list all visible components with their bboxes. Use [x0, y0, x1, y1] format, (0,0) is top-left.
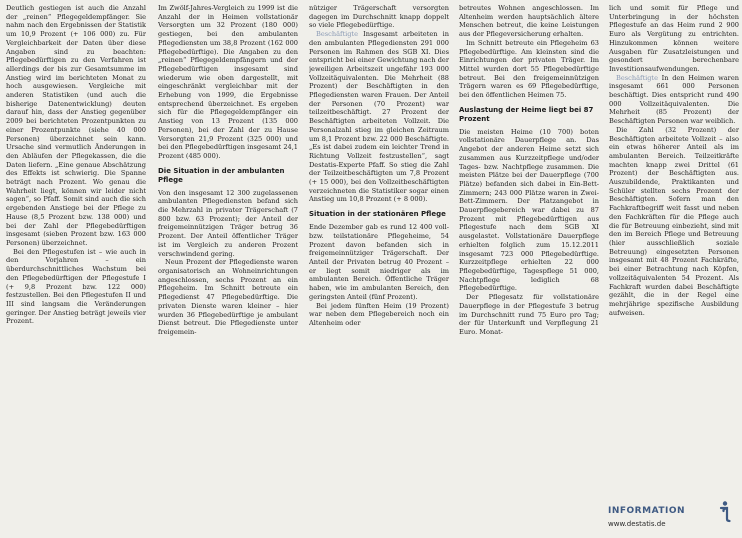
- paragraph-lead: Beschäftigte: [316, 30, 358, 39]
- info-box: [608, 500, 738, 534]
- paragraph: Ende Dezember gab es rund 12 400 voll- bzw. teilstationäre Pflegeheime, 54 Prozent davon befanden sich in freigemeinnütziger Trägerschaft. Der Anteil der Privaten betrug 40 Prozent – er liegt somit niedriger als im ambulanten Bereich. Öffentliche Träger haben, wie im ambulanten Bereich, den geringsten Anteil (fünf Prozent).: [309, 223, 449, 301]
- paragraph: Die meisten Heime (10 700) boten vollstationäre Dauerpflege an. Das Angebot der anderen Heime setzt sich zusammen aus Kurzzeitpflege und/oder Tages- bzw. Nachtpflege zusammen. Die meisten Plätze bei der Dauerpflege (700 Plätze) befanden sich dabei in Ein-Bett-Zimmern; 243 000 Plätze waren in Zwei-Bett-Zimmern. Der Platzangebot in Dauerpflegebereich war dabei zu 87 Prozent mit Pflegebedürftigen aus Pflegestufe nach dem SGB XI ausgelastet. Vollstationäre Dauerpflege erhielten folglich zum 15.12.2011 insgesamt 723 000 Pflegebedürftige. Kurzzeitpflege erhielten 22 000 Pflegebedürftige, Tagespflege 51 000, Nachtpflege lediglich 68 Pflegebedürftige.: [459, 127, 599, 293]
- paragraph: [609, 74, 739, 126]
- article-column-4: [459, 4, 599, 534]
- section-heading: Die Situation in der ambulanten Pflege: [158, 166, 285, 184]
- paragraph: Im Zwölf-Jahres-Vergleich zu 1999 ist die Anzahl der in Heimen vollstationär Versorgten um 32 Prozent (180 000) gestiegen, bei den ambulanten Pflegediensten um 38,8 Prozent (162 000 Pflegebedürftige). Die Angaben zu den „reinen“ Pflegegeldempfängern und der Pflegebedürftigen insgesamt sind wiederum wie oben dargestellt, mit eingeschränkt vergleichbar mit der Erhebung von 1999, die Ergebnisse entsprechend überzeichnet. Es ergeben sich für die Pflegegeldempfänger ein Anstieg von 13 Prozent (135 000 Personen), bei der Zahl der zu Hause Versorgten 21,9 Prozent (325 000) und bei den Pflegebedürftigen insgesamt 24,1 Prozent (485 000).: [158, 4, 298, 160]
- paragraph: Bei den Pflegestufen ist – wie auch in den Vorjahren – ein überdurchschnittliches Wachstum bei den Pflegebedürftigen der Pflegestufe I (+ 9,8 Prozent bzw. 122 000) festzustellen. Bei den Pflegestufen II und III sind langsam die Veränderungen geringer. Der Anstieg beträgt jeweils vier Prozent.: [6, 247, 146, 326]
- paragraph: Deutlich gestiegen ist auch die Anzahl der „reinen“ Pflegegeldempfänger. Sie nahm nach den Ergebnissen der Statistik um 10,9 Prozent (+ 106 000) zu. Für Vergleichbarkeit der Daten über diese Angaben sind zu beachten: Pflegebedürftigen zu den Verfahren ist allerdings der bis zur Gesamtsumme im Anstieg wird im berichteten Monat zu hoch ausgewiesen. Vergleiche mit anderen Statistiken (und auch die bisherige Datenentwicklung) deuten darauf hin, dass der Anstieg gegenüber 2009 bei berichteten Prozentpunkten zu einer Prozentpunkte (siehe 40 000 Personen) überzeichnet sein kann. Ursache sind vermutlich Änderungen in den Abläufen der Pflegekassen, die die Daten liefern. „Eine genaue Abschätzung des Effekts ist schwierig. Die Spanne beträgt nach Prozent. Wo genau die Wahrheit liegt, können wir leider nicht sagen“, so Pfaff. Somit sind auch die sich ergebenden Anstiege bei der Pflege zu Hause (8,5 Prozent bzw. 138 000) und bei der Zahl der Pflegebedürftigen insgesamt (sieben Prozent bzw. 163 000 Personen) überzeichnet.: [6, 4, 146, 247]
- paragraph-body: In den Heimen waren insgesamt 661 000 Personen beschäftigt. Dies entspricht rund 490 000 Vollzeitäquivalenten. Die Mehrheit (85 Prozent) der Beschäftigten Personen war weiblich.: [609, 73, 739, 126]
- paragraph: Bei jedem fünften Heim (19 Prozent) war neben dem Pflegebereich noch ein Altenheim oder: [309, 301, 449, 327]
- article-column-3: [309, 4, 449, 534]
- paragraph-body: Insgesamt arbeiteten in den ambulanten Pflegediensten 291 000 Personen im Rahmen des SGB XI. Dies entspricht bei einer Gewichtung nach der jeweiligen Arbeitszeit ungefähr 193 000 Vollzeitäquivalenten. Die Mehrheit (88 Prozent) der Beschäftigten in den Pflegediensten waren Frauen. Der Anteil der Personen (70 Prozent) war teilzeitbeschäftigt. 27 Prozent der Beschäftigten arbeiteten Vollzeit. Die Personalzahl stieg im gleichen Zeitraum um 8,1 Prozent bzw. 22 000 Beschäftigte. „Es ist dabei zudem ein leichter Trend in Richtung Vollzeit festzustellen“, sagt Destatis-Experte Pfaff. So stieg die Zahl der Teilzeitbeschäftigten um 7,8 Prozent (+ 15 000), bei den Vollzeitbeschäftigten verzeichneten die Statistiker sogar einen Anstieg um 10,8 Prozent (+ 8 000).: [309, 30, 449, 204]
- section-heading: Situation in der stationären Pflege: [309, 210, 446, 219]
- article-column-2: [158, 4, 298, 534]
- section-heading: Auslastung der Heime liegt bei 87 Prozent: [459, 105, 594, 123]
- info-i-icon: [714, 500, 736, 524]
- paragraph: Der Pflegesatz für vollstationäre Dauerpflege in der Pflegestufe 3 betrug im Durchschnitt rund 75 Euro pro Tag; der für Unterkunft und Verpflegung 21 Euro. Monat-: [459, 293, 599, 336]
- paragraph: Von den insgesamt 12 300 zugelassenen ambulanten Pflegediensten befand sich die Mehrzahl in privater Trägerschaft (7 800 bzw. 63 Prozent); der Anteil der freigemeinnützigen Träger betrug 36 Prozent. Der Anteil öffentlicher Träger ist im Vergleich zu anderen Prozent verschwindend gering.: [158, 188, 298, 258]
- paragraph: Die Zahl (32 Prozent) der Beschäftigten arbeitete Vollzeit – also ein etwas höherer Anteil als im ambulanten Bereich. Teilzeitkräfte machten knapp zwei Drittel (61 Prozent) der Beschäftigten aus. Auszubildende, Praktikanten und Schüler stellten sechs Prozent der Beschäftigten. Sofern man den Fachkraftbegriff weit fasst und neben den Fachkräften für die Pflege auch die für Betreuung einbezieht, sind mit den im Bereich Pflege und Betreuung (hier ausschließlich soziale Betreuung) eingesetzten Personen insgesamt mit 48 Prozent Fachkräfte, bei einer Betrachtung nach Köpfen, vollzeitäquivalenten 54 Prozent. Als Fachkraft wurden dabei Beschäftigte gezählt, die in der Regel eine mehrjährige spezifische Ausbildung aufweisen.: [609, 125, 739, 317]
- paragraph: Im Schnitt betreute ein Pflegeheim 63 Pflegebedürftige. Am kleinsten sind die Einrichtungen der privaten Träger. Im Mittel wurden dort 55 Pflegebedürftige betreut. Bei den freigemeinnützigen Trägern waren es 69 Pflegebedürftige, bei den öffentlichen Heimen 75.: [459, 38, 599, 100]
- paragraph: nütziger Trägerschaft versorgten dagegen im Durchschnitt knapp doppelt so viele Pflegebedürftige.: [309, 4, 449, 30]
- paragraph: [309, 30, 449, 204]
- article-column-1: [6, 4, 146, 534]
- paragraph: lich und somit für Pflege und Unterbringung in der höchsten Pflegestufe an das Heim rund 2 900 Euro als Vergütung zu entrichten. Hinzukommen können weitere Ausgaben für Zusatzleistungen und gesondert berechenbare Investitionsaufwendungen.: [609, 4, 739, 73]
- paragraph: betreutes Wohnen angeschlossen. Im Altenheim werden hauptsächlich ältere Menschen betreut, die keine Leistungen aus der Pflegeversicherung erhalten.: [459, 4, 599, 39]
- info-link[interactable]: www.destatis.de: [608, 520, 666, 528]
- info-label: INFORMATION: [608, 506, 686, 516]
- paragraph-lead: Beschäftigte: [616, 73, 658, 82]
- paragraph: Neun Prozent der Pflegedienste waren organisatorisch an Wohneinrichtungen angeschlossen, sechs Prozent an ein Pflegeheim. Im Schnitt betreute ein Pflegedienst 47 Pflegebedürftige. Die privaten Dienste waren kleiner – hier wurden 36 Pflegebedürftige je ambulant Dienst betreut. Die Pflegedienste unter freigemein-: [158, 258, 298, 336]
- article-column-5: [609, 4, 739, 496]
